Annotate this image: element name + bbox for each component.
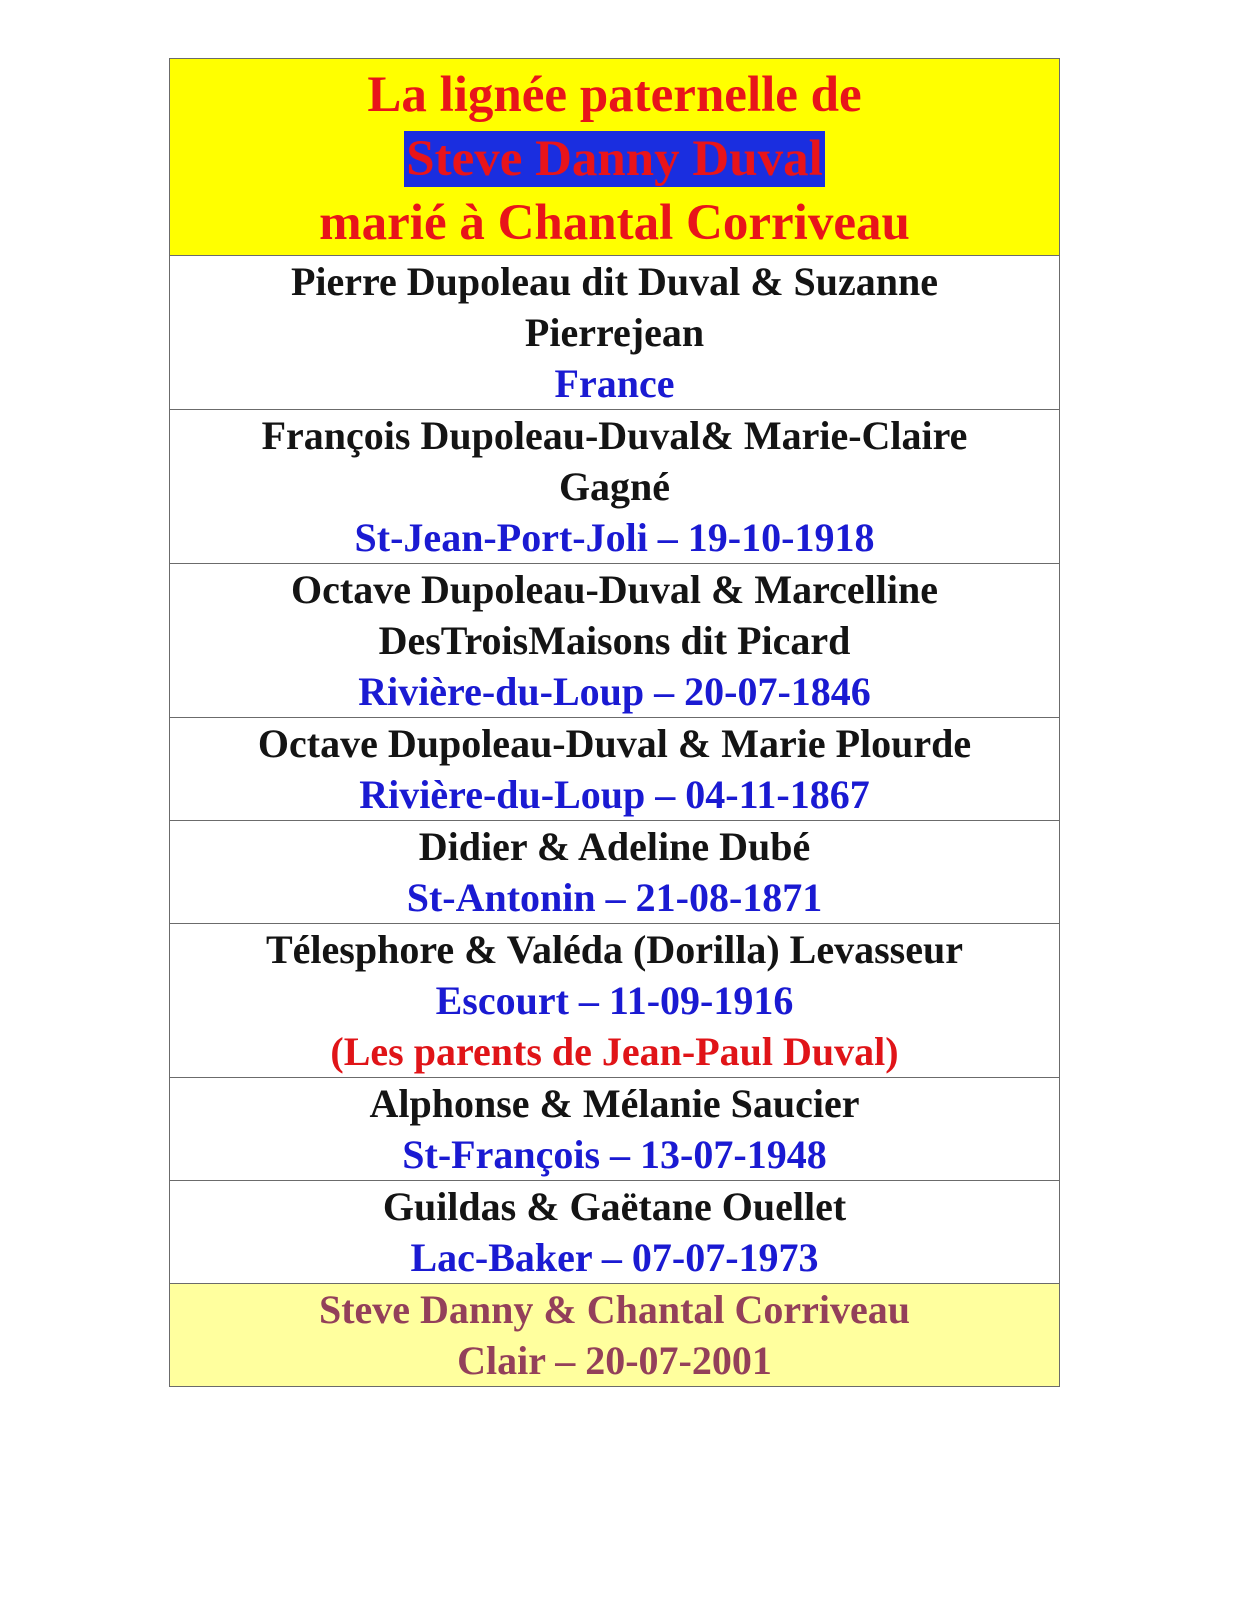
final-cell: [170, 1284, 1060, 1387]
couple-line: Didier & Adeline Dubé: [418, 824, 811, 869]
couple-line: Alphonse & Mélanie Saucier: [369, 1081, 860, 1126]
couple-line: DesTroisMaisons dit Picard: [378, 618, 851, 663]
generation-cell: [170, 924, 1060, 1078]
title-line-2: [174, 127, 1055, 191]
generation-cell: [170, 1078, 1060, 1181]
place-date-line: Lac-Baker – 07-07-1973: [410, 1235, 819, 1280]
couple-line: Gagné: [558, 464, 671, 509]
generation-row: [170, 821, 1060, 924]
place-date-line: France: [554, 361, 675, 406]
title-cell: [170, 59, 1060, 256]
place-date-line: St-Antonin – 21-08-1871: [406, 875, 823, 920]
place-date-line: Rivière-du-Loup – 20-07-1846: [358, 669, 871, 714]
couple-line: François Dupoleau-Duval& Marie-Claire: [261, 413, 968, 458]
generation-cell: [170, 1181, 1060, 1284]
couple-line: Octave Dupoleau-Duval & Marie Plourde: [257, 721, 972, 766]
title-line-1: La lignée paternelle de: [367, 67, 862, 123]
place-date-line: St-Jean-Port-Joli – 19-10-1918: [354, 515, 875, 560]
generation-row: [170, 924, 1060, 1078]
couple-line: Guildas & Gaëtane Ouellet: [382, 1184, 847, 1229]
generation-cell: [170, 564, 1060, 718]
generation-cell: [170, 410, 1060, 564]
place-date-line: St-François – 13-07-1948: [402, 1132, 827, 1177]
final-couple: Steve Danny & Chantal Corriveau: [318, 1287, 911, 1332]
place-date-line: Rivière-du-Loup – 04-11-1867: [359, 772, 870, 817]
couple-line: Pierre Dupoleau dit Duval & Suzanne: [290, 259, 939, 304]
title-line-3: marié à Chantal Corriveau: [319, 195, 910, 251]
generation-row: [170, 1181, 1060, 1284]
title-row: [170, 59, 1060, 256]
place-date-line: Escourt – 11-09-1916: [435, 978, 794, 1023]
couple-line: Octave Dupoleau-Duval & Marcelline: [291, 567, 938, 612]
generation-row: [170, 718, 1060, 821]
lineage-table: [169, 58, 1060, 1387]
generation-cell: [170, 821, 1060, 924]
generation-cell: [170, 718, 1060, 821]
parents-note: (Les parents de Jean-Paul Duval): [330, 1029, 899, 1074]
generation-row: [170, 1078, 1060, 1181]
generation-row: [170, 564, 1060, 718]
generation-row: [170, 256, 1060, 410]
final-place-date: Clair – 20-07-2001: [457, 1338, 772, 1383]
title-highlight-name: Steve Danny Duval: [406, 131, 823, 187]
couple-line: Télesphore & Valéda (Dorilla) Levasseur: [265, 927, 963, 972]
couple-line: Pierrejean: [524, 310, 705, 355]
generation-cell: [170, 256, 1060, 410]
final-row: [170, 1284, 1060, 1387]
generation-row: [170, 410, 1060, 564]
